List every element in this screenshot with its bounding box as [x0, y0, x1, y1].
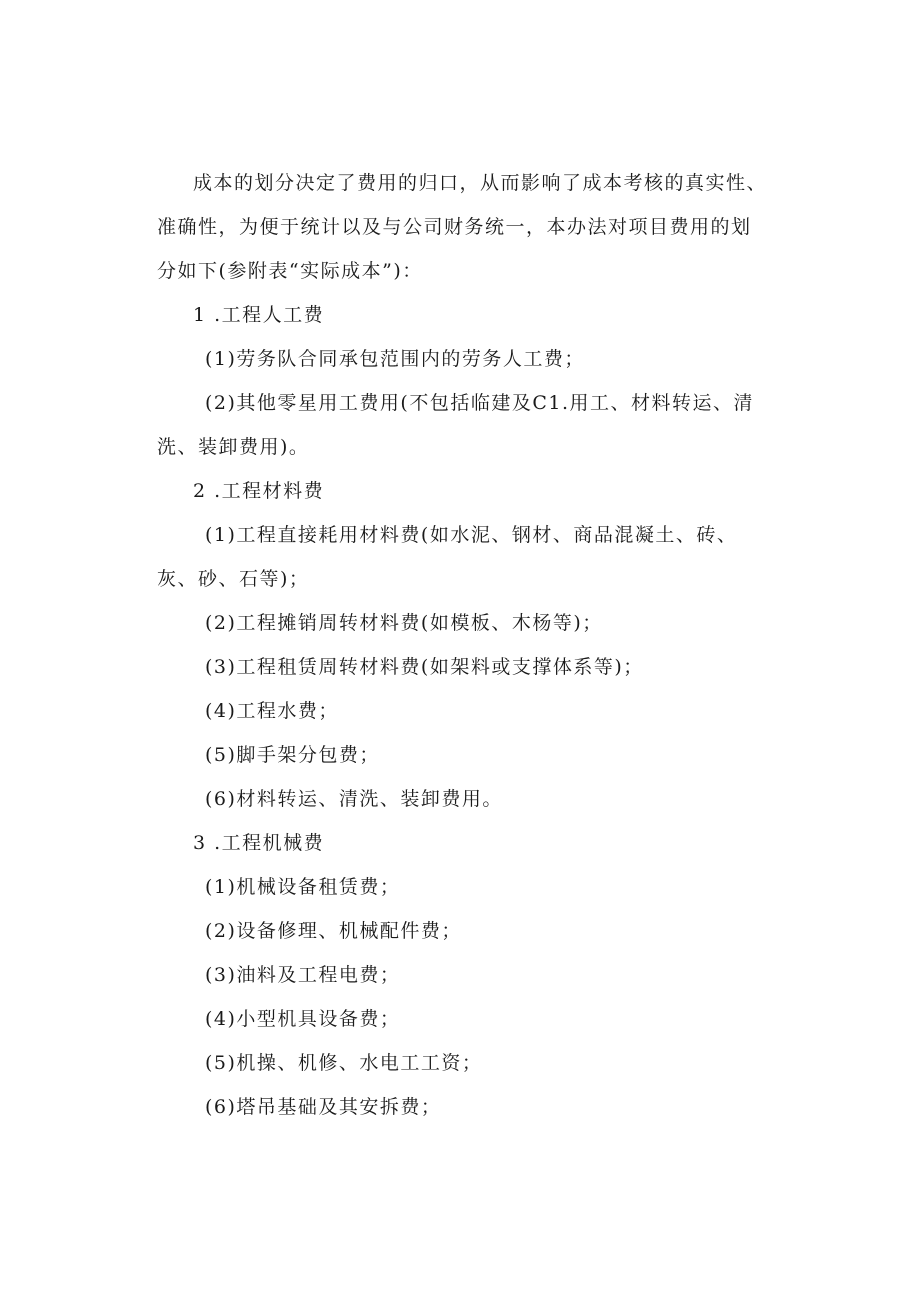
section-1-item: (2)其他零星用工费用(不包括临建及C1.用工、材料转运、清 [205, 392, 754, 414]
section-3-item: (6)塔吊基础及其安拆费； [205, 1096, 442, 1118]
section-3-item: (1)机械设备租赁费； [205, 876, 401, 898]
section-3-item: (3)油料及工程电费； [205, 964, 401, 986]
intro-line-2: 准确性，为便于统计以及与公司财务统一，本办法对项目费用的划 [157, 216, 752, 238]
section-2-item: (6)材料转运、清洗、装卸费用。 [205, 788, 503, 810]
section-1-item-continuation: 洗、装卸费用)。 [157, 436, 310, 458]
section-2-item: (5)脚手架分包费； [205, 744, 380, 766]
section-2-item: (3)工程租赁周转材料费(如架料或支撑体系等)； [205, 656, 644, 678]
section-3-item: (4)小型机具设备费； [205, 1008, 401, 1030]
section-1-heading: 1 .工程人工费 [193, 304, 325, 326]
section-1-item: (1)劳务队合同承包范围内的劳务人工费； [205, 348, 585, 370]
section-3-heading: 3 .工程机械费 [193, 832, 325, 854]
intro-line-3: 分如下(参附表“实际成本”)： [157, 260, 423, 282]
section-3-item: (5)机操、机修、水电工工资； [205, 1052, 483, 1074]
section-2-item: (2)工程摊销周转材料费(如模板、木杨等)； [205, 612, 603, 634]
section-2-item-continuation: 灰、砂、石等)； [157, 568, 310, 590]
section-2-heading: 2 .工程材料费 [193, 480, 325, 502]
section-2-item: (1)工程直接耗用材料费(如水泥、钢材、商品混凝土、砖、 [205, 524, 738, 546]
intro-line-1: 成本的划分决定了费用的归口，从而影响了成本考核的真实性、 [193, 172, 768, 194]
section-2-item: (4)工程水费； [205, 700, 339, 722]
section-3-item: (2)设备修理、机械配件费； [205, 920, 462, 942]
